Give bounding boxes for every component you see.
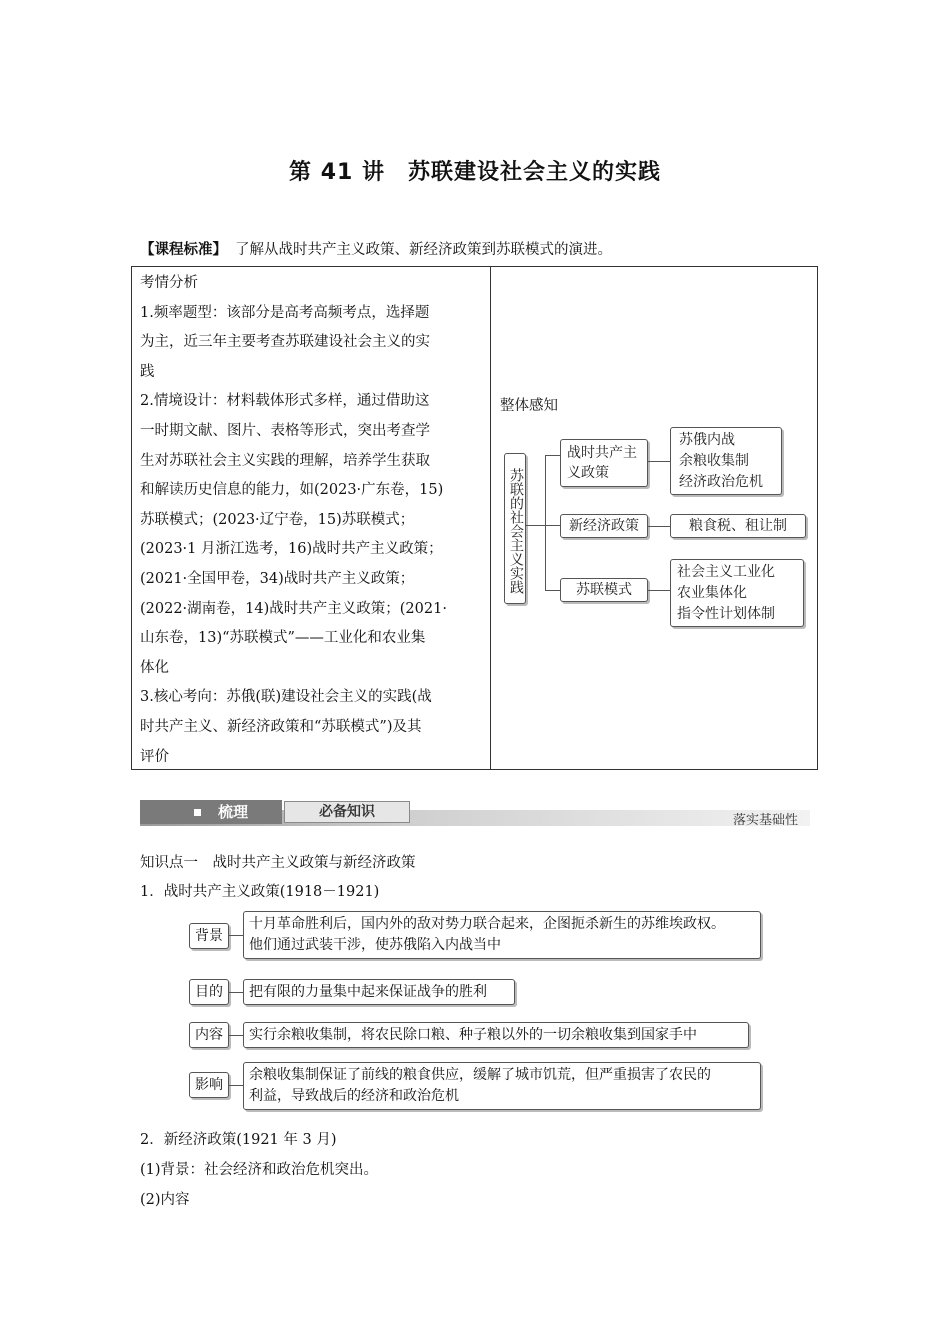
item-heading: 2．新经济政策(1921 年 3 月) xyxy=(140,1132,337,1148)
banner-tab-dark xyxy=(140,800,282,824)
section-banner xyxy=(140,800,810,828)
flow-text-impact xyxy=(243,1062,761,1110)
analysis-line: 和解读历史信息的能力，如(2023·广东卷，15) xyxy=(140,482,444,499)
flow-text-line: 利益，导致战后的经济和政治危机 xyxy=(249,1088,459,1104)
analysis-table xyxy=(131,266,818,770)
sub-item: (2)内容 xyxy=(140,1192,190,1208)
branch-nep: 新经济政策 xyxy=(560,514,648,538)
flow-text-background xyxy=(243,911,761,959)
connector-line xyxy=(648,526,670,527)
leaf-item: 苏俄内战 xyxy=(679,432,735,448)
connector-line xyxy=(648,461,670,462)
mindmap-root: 苏联的社会主义实践 xyxy=(504,453,526,604)
flow-text-line: 余粮收集制保证了前线的粮食供应，缓解了城市饥荒，但严重损害了农民的 xyxy=(249,1067,711,1083)
analysis-line: 体化 xyxy=(140,659,169,676)
analysis-line: 为主，近三年主要考查苏联建设社会主义的实 xyxy=(140,334,430,351)
flow-text-purpose xyxy=(243,979,515,1005)
branch-soviet-model: 苏联模式 xyxy=(560,578,648,602)
analysis-line: (2023·1 月浙江选考，16)战时共产主义政策； xyxy=(140,541,443,558)
analysis-heading: 考情分析 xyxy=(140,275,198,291)
leaf-item: 指令性计划体制 xyxy=(677,606,775,622)
flow-text-line: 把有限的力量集中起来保证战争的胜利 xyxy=(249,984,487,1000)
overview-heading: 整体感知 xyxy=(500,398,558,414)
analysis-line: (2022·湖南卷，14)战时共产主义政策；(2021· xyxy=(140,600,447,617)
analysis-line: 一时期文献、图片、表格等形式，突出考查学 xyxy=(140,422,430,439)
analysis-line: 评价 xyxy=(140,748,169,765)
flow-label-purpose: 目的 xyxy=(189,979,229,1005)
flow-label-impact: 影响 xyxy=(189,1072,229,1098)
connector-line xyxy=(229,992,243,993)
analysis-line: 践 xyxy=(140,363,155,380)
analysis-line: 3.核心考向：苏俄(联)建设社会主义的实践(战 xyxy=(140,689,432,706)
course-standard-text: 了解从战时共产主义政策、新经济政策到苏联模式的演进。 xyxy=(235,242,612,258)
leaf-soviet-model xyxy=(670,559,804,627)
analysis-line: 1.频率题型：该部分是高考高频考点，选择题 xyxy=(140,304,430,321)
flow-text-content xyxy=(243,1022,749,1048)
section-heading: 知识点一 战时共产主义政策与新经济政策 xyxy=(140,855,416,871)
analysis-line: (2021·全国甲卷，34)战时共产主义政策； xyxy=(140,570,415,587)
analysis-line: 2.情境设计：材料载体形式多样，通过借助这 xyxy=(140,393,430,410)
sub-item: (1)背景：社会经济和政治危机突出。 xyxy=(140,1162,379,1178)
leaf-item: 经济政治危机 xyxy=(679,474,763,490)
connector-line xyxy=(545,525,560,526)
connector-line xyxy=(545,455,560,456)
analysis-line: 时共产主义、新经济政策和“苏联模式”)及其 xyxy=(140,718,422,735)
connector-line xyxy=(229,1085,243,1086)
analysis-cell xyxy=(140,269,484,772)
leaf-war-communism xyxy=(670,427,782,495)
course-standard-label: 【课程标准】 xyxy=(140,242,227,258)
flow-label-background: 背景 xyxy=(189,923,229,949)
banner-middle-label: 必备知识 xyxy=(284,801,410,823)
connector-line xyxy=(545,455,546,591)
item-heading: 1．战时共产主义政策(1918－1921) xyxy=(140,884,380,900)
flow-text-line: 实行余粮收集制，将农民除口粮、种子粮以外的一切余粮收集到国家手中 xyxy=(249,1027,697,1043)
leaf-nep xyxy=(670,514,806,538)
connector-line xyxy=(648,590,670,591)
branch-war-communism: 战时共产主义政策 xyxy=(560,439,648,487)
banner-right-label: 落实基础性 xyxy=(732,813,798,828)
analysis-line: 生对苏联社会主义实践的理解，培养学生获取 xyxy=(140,452,430,469)
connector-line xyxy=(229,1035,243,1036)
leaf-item: 粮食税、租让制 xyxy=(689,518,787,534)
square-icon xyxy=(194,809,201,816)
leaf-item: 农业集体化 xyxy=(677,585,747,601)
flow-label-content: 内容 xyxy=(189,1022,229,1048)
flow-text-line: 十月革命胜利后，国内外的敌对势力联合起来，企图扼杀新生的苏维埃政权。 xyxy=(249,916,725,932)
page-title: 第 41 讲 苏联建设社会主义的实践 xyxy=(289,160,661,185)
leaf-item: 社会主义工业化 xyxy=(677,564,775,580)
leaf-item: 余粮收集制 xyxy=(679,453,749,469)
connector-line xyxy=(526,525,546,526)
course-standard xyxy=(140,238,612,259)
connector-line xyxy=(229,935,243,936)
analysis-line: 苏联模式；(2023·辽宁卷，15)苏联模式； xyxy=(140,511,415,528)
connector-line xyxy=(545,590,560,591)
analysis-line: 山东卷，13)“苏联模式”——工业化和农业集 xyxy=(140,630,426,647)
table-divider xyxy=(490,267,491,769)
banner-left-label: 梳理 xyxy=(218,803,249,821)
flow-text-line: 他们通过武装干涉，使苏俄陷入内战当中 xyxy=(249,937,501,953)
